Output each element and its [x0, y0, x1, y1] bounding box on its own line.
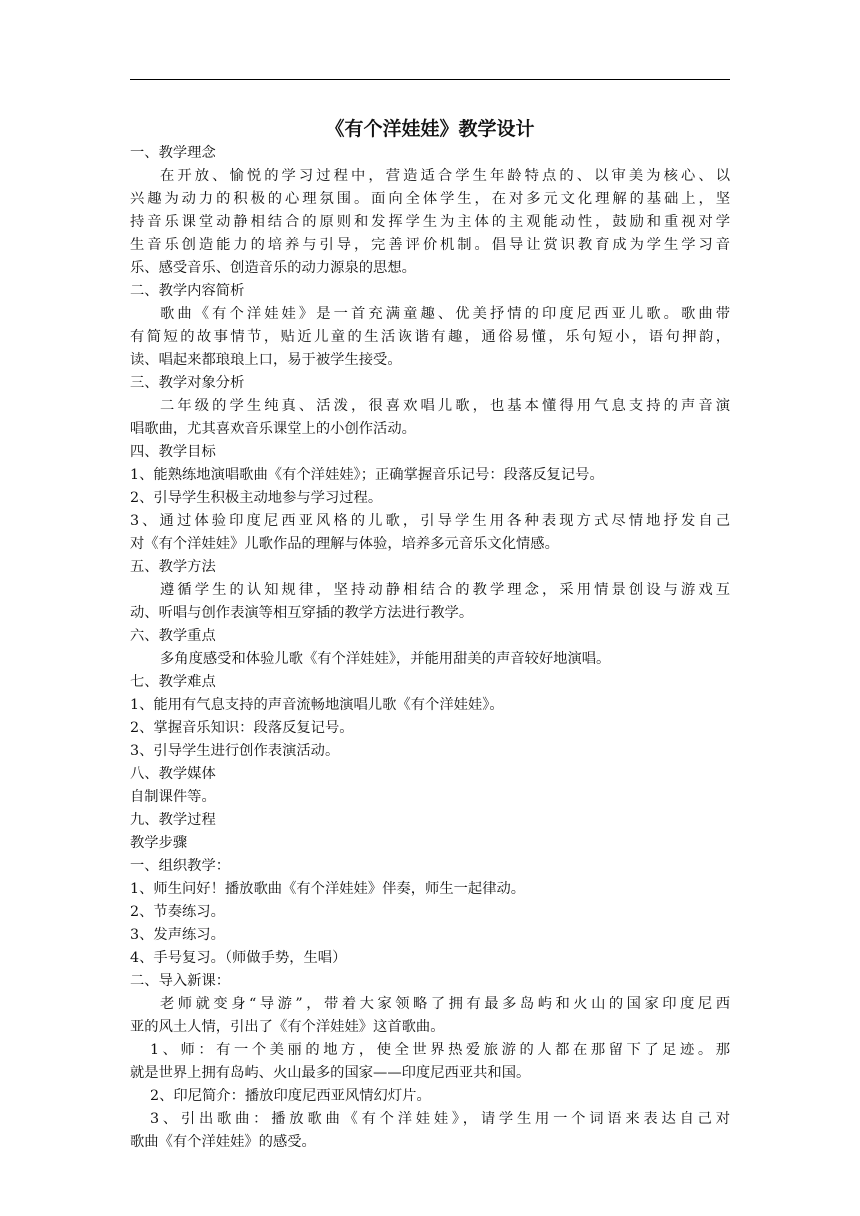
- text-line: 1、师：有一个美丽的地方，使全世界热爱旅游的人都在那留下了足迹。那: [150, 1042, 730, 1058]
- text-line: 二、导入新课：: [130, 973, 231, 989]
- text-line: 兴趣为动力的积极的心理氛围。面向全体学生，在对多元文化理解的基础上，坚: [130, 191, 730, 207]
- text-line: 3、发声练习。: [130, 927, 225, 943]
- text-line: 六、教学重点: [130, 628, 216, 644]
- header-rule: [130, 79, 730, 80]
- text-line: 唱歌曲，尤其喜欢音乐课堂上的小创作活动。: [130, 421, 416, 437]
- document-body: [130, 116, 730, 1154]
- text-line: 就是世界上拥有岛屿、火山最多的国家——印度尼西亚共和国。: [130, 1065, 531, 1081]
- text-line: 遵循学生的认知规律，坚持动静相结合的教学理念，采用情景创设与游戏互: [160, 582, 730, 598]
- text-line: 1、师生问好！播放歌曲《有个洋娃娃》伴奏，师生一起律动。: [130, 881, 526, 897]
- text-line: 动、听唱与创作表演等相互穿插的教学方法进行教学。: [130, 605, 474, 621]
- document-lines: [130, 142, 730, 1154]
- text-line: 1、能用有气息支持的声音流畅地演唱儿歌《有个洋娃娃》。: [130, 697, 504, 713]
- text-line: 老师就变身“导游”，带着大家领略了拥有最多岛屿和火山的国家印度尼西: [160, 996, 730, 1012]
- text-line: 一、组织教学：: [130, 858, 231, 874]
- text-line: 2、掌握音乐知识：段落反复记号。: [130, 720, 354, 736]
- text-line: 2、引导学生积极主动地参与学习过程。: [130, 490, 383, 506]
- text-line: 三、教学对象分析: [130, 375, 245, 391]
- text-line: 九、教学过程: [130, 812, 216, 828]
- text-line: 有简短的故事情节，贴近儿童的生活诙谐有趣，通俗易懂，乐句短小，语句押韵，: [130, 329, 730, 345]
- text-line: 3、引出歌曲：播放歌曲《有个洋娃娃》，请学生用一个词语来表达自己对: [150, 1111, 730, 1127]
- text-line: 教学步骤: [130, 835, 188, 851]
- text-line: 4、手号复习。（师做手势，生唱）: [130, 950, 347, 966]
- text-line: 乐、感受音乐、创造音乐的动力源泉的思想。: [130, 260, 416, 276]
- text-line: 3、通过体验印度尼西亚风格的儿歌，引导学生用各种表现方式尽情地抒发自己: [130, 513, 730, 529]
- text-line: 七、教学难点: [130, 674, 216, 690]
- text-line: 二年级的学生纯真、活泼，很喜欢唱儿歌，也基本懂得用气息支持的声音演: [160, 398, 730, 414]
- text-line: 1、能熟练地演唱歌曲《有个洋娃娃》；正确掌握音乐记号：段落反复记号。: [130, 467, 604, 483]
- text-line: 歌曲《有个洋娃娃》的感受。: [130, 1134, 316, 1150]
- text-line: 对《有个洋娃娃》儿歌作品的理解与体验，培养多元音乐文化情感。: [130, 536, 559, 552]
- text-line: 五、教学方法: [130, 559, 216, 575]
- text-line: 四、教学目标: [130, 444, 216, 460]
- text-line: 读、唱起来都琅琅上口，易于被学生接受。: [130, 352, 402, 368]
- text-line: 八、教学媒体: [130, 766, 216, 782]
- text-line: 2、节奏练习。: [130, 904, 225, 920]
- text-line: 自制课件等。: [130, 789, 216, 805]
- text-line: 二、教学内容简析: [130, 283, 245, 299]
- text-line: 亚的风土人情，引出了《有个洋娃娃》这首歌曲。: [130, 1019, 445, 1035]
- text-line: 歌曲《有个洋娃娃》是一首充满童趣、优美抒情的印度尼西亚儿歌。歌曲带: [160, 306, 730, 322]
- document-title: 《有个洋娃娃》教学设计: [325, 118, 535, 140]
- text-line: 3、引导学生进行创作表演活动。: [130, 743, 340, 759]
- text-line: 2、印尼简介：播放印度尼西亚风情幻灯片。: [150, 1088, 431, 1104]
- text-line: 持音乐课堂动静相结合的原则和发挥学生为主体的主观能动性，鼓励和重视对学: [130, 214, 730, 230]
- text-line: 生音乐创造能力的培养与引导，完善评价机制。倡导让赏识教育成为学生学习音: [130, 237, 730, 253]
- text-line: 一、教学理念: [130, 145, 216, 161]
- text-line: 多角度感受和体验儿歌《有个洋娃娃》，并能用甜美的声音较好地演唱。: [160, 651, 611, 667]
- text-line: 在开放、愉悦的学习过程中，营造适合学生年龄特点的、以审美为核心、以: [160, 168, 730, 184]
